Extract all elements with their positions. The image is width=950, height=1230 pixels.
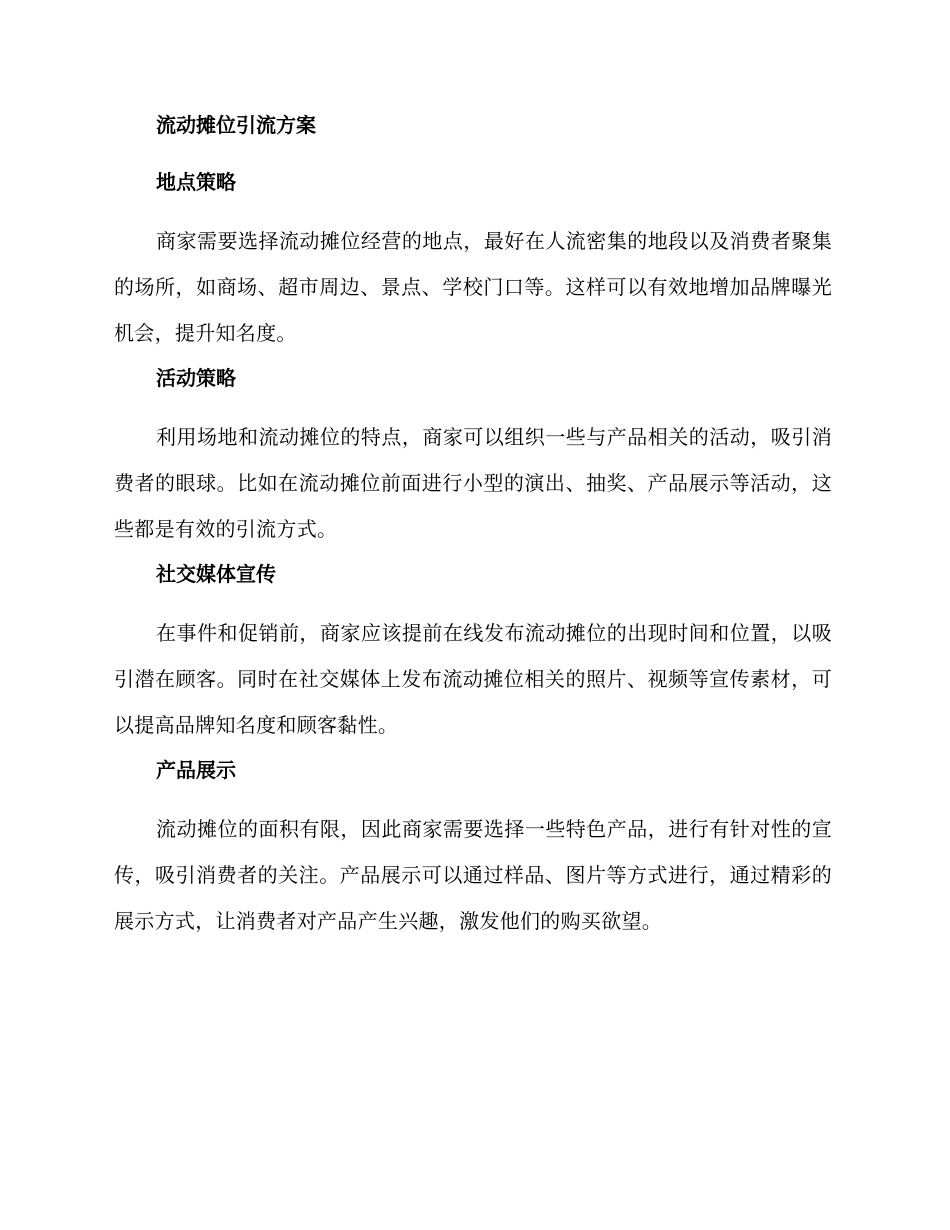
section-heading-product-display: 产品展示 — [156, 758, 236, 782]
section-heading-social-media: 社交媒体宣传 — [156, 562, 276, 586]
section-body-product-display: 流动摊位的面积有限，因此商家需要选择一些特色产品，进行有针对性的宣传，吸引消费者的关注。产品展示可以通过样品、图片等方式进行，通过精彩的展示方式，让消费者对产品产生兴趣，激发他们的购买欲望。 — [114, 817, 832, 933]
section-body-social-media: 在事件和促销前，商家应该提前在线发布流动摊位的出现时间和位置，以吸引潜在顾客。同时在社交媒体上发布流动摊位相关的照片、视频等宣传素材，可以提高品牌知名度和顾客黏性。 — [114, 621, 832, 737]
section-body-location: 商家需要选择流动摊位经营的地点，最好在人流密集的地段以及消费者聚集的场所，如商场、超市周边、景点、学校门口等。这样可以有效地增加品牌曝光机会，提升知名度。 — [114, 229, 832, 345]
section-heading-location: 地点策略 — [156, 170, 236, 194]
document-page — [114, 110, 832, 951]
document-title: 流动摊位引流方案 — [156, 113, 316, 137]
section-heading-activity: 活动策略 — [156, 366, 236, 390]
section-body-activity: 利用场地和流动摊位的特点，商家可以组织一些与产品相关的活动，吸引消费者的眼球。比如在流动摊位前面进行小型的演出、抽奖、产品展示等活动，这些都是有效的引流方式。 — [114, 425, 832, 541]
